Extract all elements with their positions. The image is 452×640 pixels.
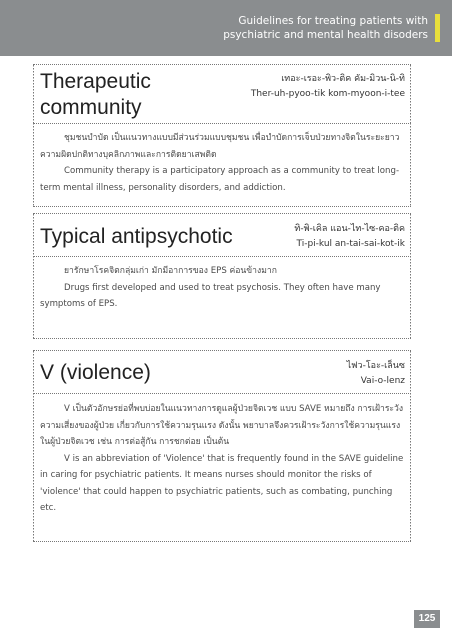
header-title-line1: Guidelines for treating patients with: [238, 15, 428, 27]
roman-pronunciation: Ther-uh-pyoo-tik kom-myoon-i-tee: [250, 89, 405, 99]
thai-pronunciation: ไฟว-โอะ-เล็นซ: [346, 361, 405, 371]
term-title: V (violence): [40, 361, 151, 384]
pronunciation: [251, 71, 405, 99]
page-header: [0, 0, 452, 56]
description-thai: V เป็นตัวอักษรย่อที่พบบ่อยในแนวทางการดูแลผู้ป่วยจิตเวช แบบ SAVE หมายถึง การเฝ้าระวังความเสี่ยงของผู้ป่วย เกี่ยวกับการใช้ความรุนแรง ดังนั้น พยาบาลจึงควรเฝ้าระวังการใช้ความรุนแรงในผู้ป่วยจิตเวช เช่น การต่อสู้กัน การชกต่อย เป็นต้น: [40, 404, 404, 447]
description-english: Drugs first developed and used to treat psychosis. They often have many symptoms of EPS.: [40, 282, 381, 309]
term-box: [33, 350, 411, 394]
description-box: [33, 123, 411, 207]
term-box: [33, 213, 411, 257]
description-thai: ชุมชนบำบัด เป็นแนวทางแบบมีส่วนร่วมแบบชุมชน เพื่อบำบัดการเจ็บป่วยทางจิตในระยะยาวความผิดปกติทางบุคลิกภาพและการติดยาเสพติด: [40, 133, 400, 160]
description-english: V is an abbreviation of 'Violence' that is frequently found in the SAVE guideline in caring for psychiatric patients. It means nurses should monitor the risks of 'violence' that could happen to psychiatric patients, such as combating, punching etc.: [40, 453, 404, 513]
term-title: Typical antipsychotic: [40, 225, 233, 248]
header-title-line2: psychiatric and mental health disoders: [223, 29, 428, 41]
glossary-entry: [33, 350, 411, 550]
term-title: Therapeutic community: [40, 70, 151, 119]
header-accent-bar: [435, 14, 440, 42]
term-box: [33, 64, 411, 124]
description-box: [33, 256, 411, 339]
pronunciation: [294, 221, 405, 249]
page-number: 125: [414, 610, 440, 628]
description: [40, 263, 405, 313]
roman-pronunciation: Vai-o-lenz: [360, 376, 405, 386]
pronunciation: [347, 358, 405, 386]
description-box: [33, 393, 411, 542]
glossary-entry: [33, 64, 411, 228]
description: [40, 401, 405, 517]
description: [40, 130, 405, 196]
glossary-entry: [33, 213, 411, 343]
description-english: Community therapy is a participatory approach as a community to treat long-term mental illness, personality disorders, and addiction.: [40, 166, 400, 193]
thai-pronunciation: ทิ-พิ-เคิล แอน-ไท-ไซ-คอ-ติค: [294, 224, 405, 234]
description-thai: ยารักษาโรคจิตกลุ่มเก่า มักมีอาการของ EPS ค่อนข้างมาก: [64, 266, 277, 276]
thai-pronunciation: เทอะ-เรอะ-พิว-ติค คัม-มิวน-นิ-ทิ: [281, 74, 405, 84]
roman-pronunciation: Ti-pi-kul an-tai-sai-kot-ik: [296, 239, 405, 249]
